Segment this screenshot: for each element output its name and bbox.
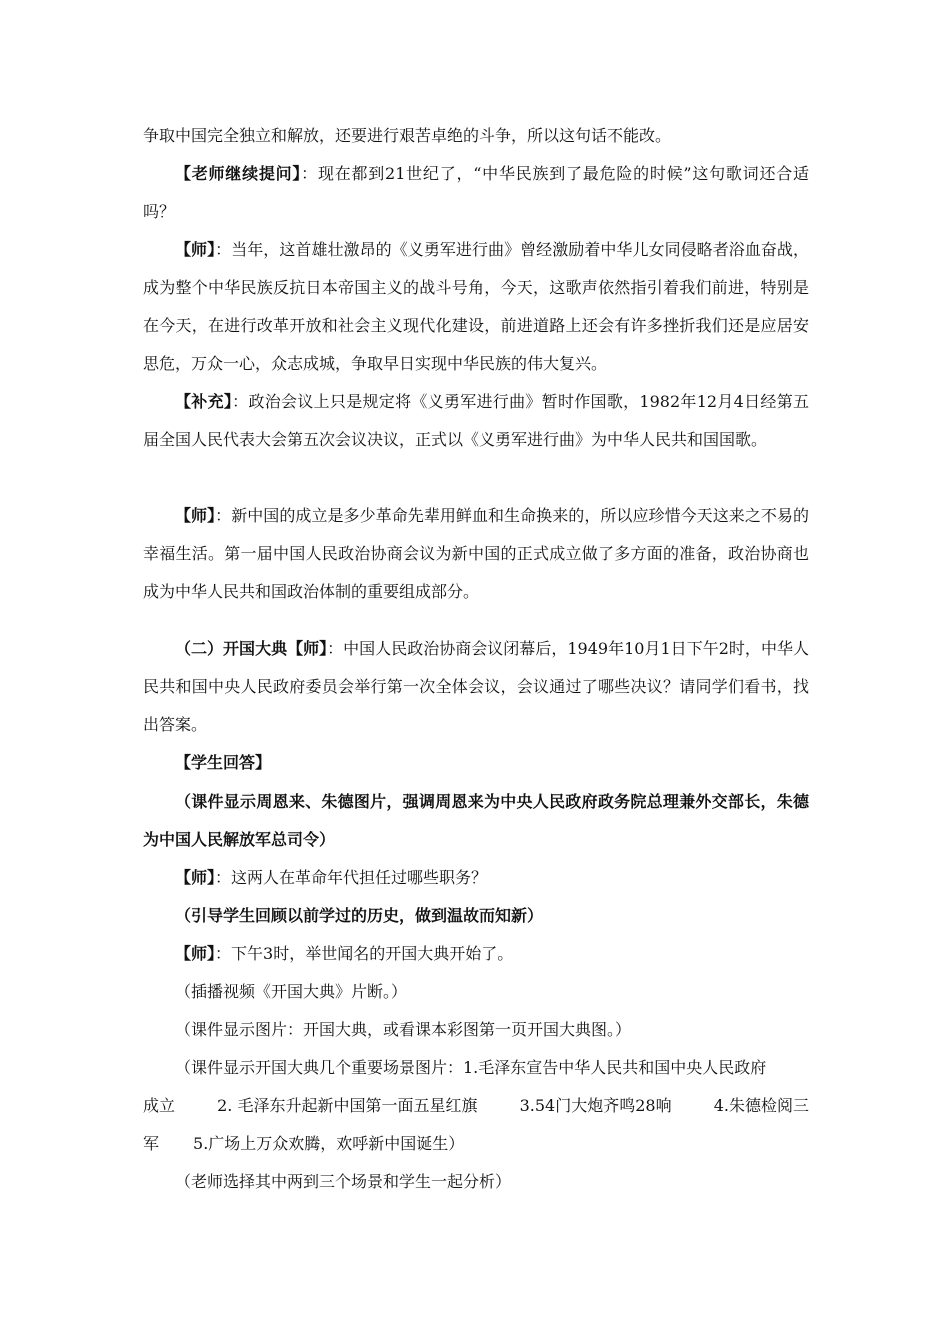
paragraph-founding-ceremony (143, 630, 809, 744)
paragraph-teacher-ceremony-start (143, 935, 809, 973)
speaker-label: 【师】 (175, 240, 216, 259)
scene-list-line-3 (143, 1125, 809, 1163)
student-answer-label: 【学生回答】 (175, 753, 272, 772)
scene-item: 军 (143, 1134, 160, 1153)
scene-list-paragraph (143, 1049, 809, 1163)
guide-note-bold: （引导学生回顾以前学过的历史，做到温故而知新） (175, 906, 544, 925)
scene-list-line-1: （课件显示开国大典几个重要场景图片：1.毛泽东宣告中华人民共和国中央人民政府 (175, 1058, 767, 1077)
paragraph-text: ：现在都到21世纪了，“中华民族到了最危险的时候”这句歌词还合适吗？ (143, 164, 809, 221)
paragraph-continuation (143, 117, 809, 155)
teacher-choice-note: （老师选择其中两到三个场景和学生一起分析） (175, 1172, 512, 1191)
scene-item: 成立 (143, 1096, 176, 1115)
paragraph-supplement (143, 383, 809, 459)
courseware-note-bold: （课件显示周恩来、朱德图片，强调周恩来为中央人民政府政务院总理兼外交部长，朱德为中国人民解放军总司令） (143, 792, 809, 849)
scene-list-line-2 (143, 1087, 809, 1125)
paragraph-text: ：这两人在革命年代担任过哪些职务？ (215, 868, 488, 887)
speaker-label: 【师】 (175, 506, 216, 525)
paragraph-teacher-founding (143, 497, 809, 611)
paragraph-text: ：当年，这首雄壮激昂的《义勇军进行曲》曾经激励着中华儿女同侵略者浴血奋战，成为整个中华民族反抗日本帝国主义的战斗号角，今天，这歌声依然指引着我们前进，特别是在今天，在进行改革开放和社会主义现代化建设，前进道路上还会有许多挫折我们还是应居安思危，万众一心，众志成城，争取早日实现中华民族的伟大复兴。 (143, 240, 809, 373)
paragraph-teacher-duties (143, 859, 809, 897)
paragraph-text: ：新中国的成立是多少革命先辈用鲜血和生命换来的，所以应珍惜今天这来之不易的幸福生活。第一届中国人民政治协商会议为新中国的正式成立做了多方面的准备，政治协商也成为中华人民共和国政治体制的重要组成部分。 (143, 506, 809, 601)
speaker-label: 【补充】 (175, 392, 233, 411)
scene-item: 2. 毛泽东升起新中国第一面五星红旗 (217, 1096, 478, 1115)
paragraph-text: ：政治会议上只是规定将《义勇军进行曲》暂时作国歌，1982年12月4日经第五届全国人民代表大会第五次会议决议，正式以《义勇军进行曲》为中华人民共和国国歌。 (143, 392, 809, 449)
scene-item: 3.54门大炮齐鸣28响 (519, 1096, 672, 1115)
speaker-label: 【师】 (175, 868, 216, 887)
section-heading: （二）开国大典【师】 (175, 639, 328, 658)
paragraph-text: ：中国人民政治协商会议闭幕后，1949年10月1日下午2时，中华人民共和国中央人民政府委员会举行第一次全体会议，会议通过了哪些决议？请同学们看书，找出答案。 (143, 639, 809, 734)
paragraph-text: 争取中国完全独立和解放，还要进行艰苦卓绝的斗争，所以这句话不能改。 (143, 126, 672, 145)
paragraph-teacher-anthem (143, 231, 809, 383)
speaker-label: 【师】 (175, 944, 216, 963)
scene-item: 5.广场上万众欢腾，欢呼新中国诞生） (193, 1134, 465, 1153)
video-note: （插播视频《开国大典》片断。） (175, 982, 408, 1001)
paragraph-teacher-question (143, 155, 809, 231)
speaker-label: 【老师继续提问】 (175, 164, 302, 183)
scene-item: 4.朱德检阅三 (713, 1096, 809, 1115)
image-note: （课件显示图片：开国大典，或看课本彩图第一页开国大典图。） (175, 1020, 632, 1039)
paragraph-text: ：下午3时，举世闻名的开国大典开始了。 (215, 944, 514, 963)
